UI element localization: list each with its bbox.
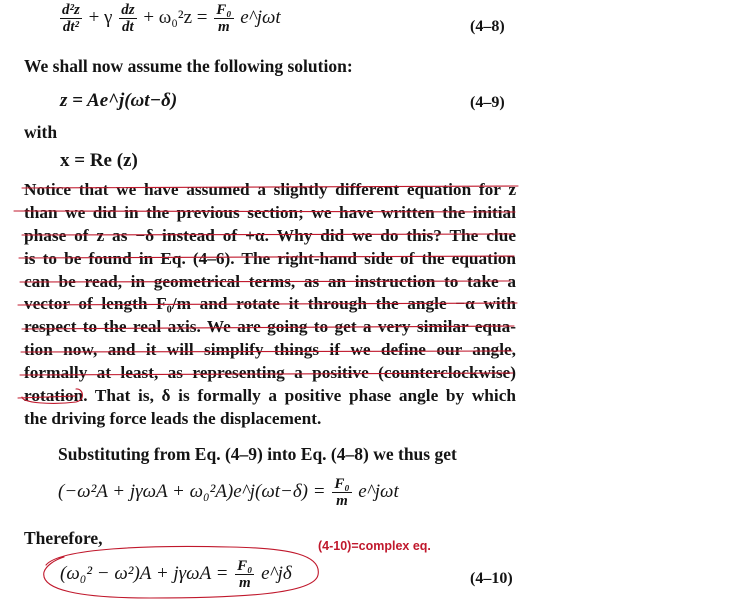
numerator: F₀	[237, 558, 253, 574]
numerator: dz	[121, 2, 135, 18]
numerator: F₀	[334, 476, 350, 492]
denominator: dt²	[62, 19, 79, 35]
substituting-sentence: Substituting from Eq. (4–9) into Eq. (4–8) we thus get	[58, 444, 457, 464]
fraction-force-mass	[235, 558, 254, 591]
equation-4-10-lhs: (ω₀² − ω²)A + jγωA =	[60, 562, 229, 584]
handwritten-note: (4-10)=complex eq.	[318, 539, 431, 553]
operator-omega: + ω₀²z =	[143, 6, 208, 28]
equation-number-4-9: (4–9)	[470, 94, 505, 111]
exponential-term: e^jδ	[261, 562, 292, 584]
denominator: m	[218, 19, 230, 35]
paragraph-line: phase of z as −δ instead of +α. Why did we do this? The clue	[24, 225, 516, 245]
notice-paragraph	[24, 179, 516, 431]
denominator: m	[336, 493, 348, 509]
paragraph-line: vector of length F₀/m and rotate it through the angle −α with	[24, 294, 516, 314]
paragraph-line: Notice that we have assumed a slightly different equation for z	[24, 180, 516, 199]
paragraph-line: can be read, in geometrical terms, as an instruction to take a	[24, 271, 516, 291]
exponential-term: e^jωt	[358, 480, 399, 502]
paragraph-line: rotation. That is, δ is formally a positive phase angle by which	[24, 386, 516, 406]
denominator: dt	[122, 19, 134, 35]
equation-4-10	[60, 558, 292, 591]
paragraph-line: respect to the real axis. We are going to get a very similar equa-	[24, 317, 516, 337]
fraction-force-mass	[332, 476, 351, 509]
x-definition: x = Re (z)	[60, 150, 138, 171]
paragraph-line: than we did in the previous section; we have written the initial	[24, 202, 516, 222]
denominator: m	[238, 575, 251, 591]
paragraph-line: formally at least, as representing a positive (counterclockwise)	[24, 363, 516, 383]
with-word: with	[24, 122, 58, 142]
numerator: d²z	[62, 2, 80, 18]
equation-number-4-8: (4–8)	[470, 18, 505, 35]
assume-sentence: We shall now assume the following solution:	[24, 56, 353, 76]
equation-number-4-10: (4–10)	[470, 570, 513, 587]
therefore-word: Therefore,	[24, 528, 103, 548]
substituted-lhs: (−ω²A + jγωA + ω₀²A)e^j(ωt−δ) =	[58, 480, 326, 502]
fraction-second-derivative	[60, 2, 82, 35]
equation-4-8	[58, 2, 281, 35]
fraction-first-derivative	[119, 2, 136, 35]
paragraph-line: tion now, and it will simplify things if we define our angle,	[24, 340, 516, 360]
numerator: F₀	[216, 2, 232, 18]
paragraph-line: the driving force leads the displacement.	[24, 408, 322, 428]
fraction-force-mass	[214, 2, 233, 35]
paragraph-line: is to be found in Eq. (4–6). The right-hand side of the equation	[24, 248, 516, 268]
equation-4-9: z = Ae^j(ωt−δ)	[60, 90, 178, 111]
exponential-term: e^jωt	[240, 6, 281, 28]
substituted-equation	[58, 476, 399, 509]
operator-gamma: + γ	[88, 6, 113, 28]
